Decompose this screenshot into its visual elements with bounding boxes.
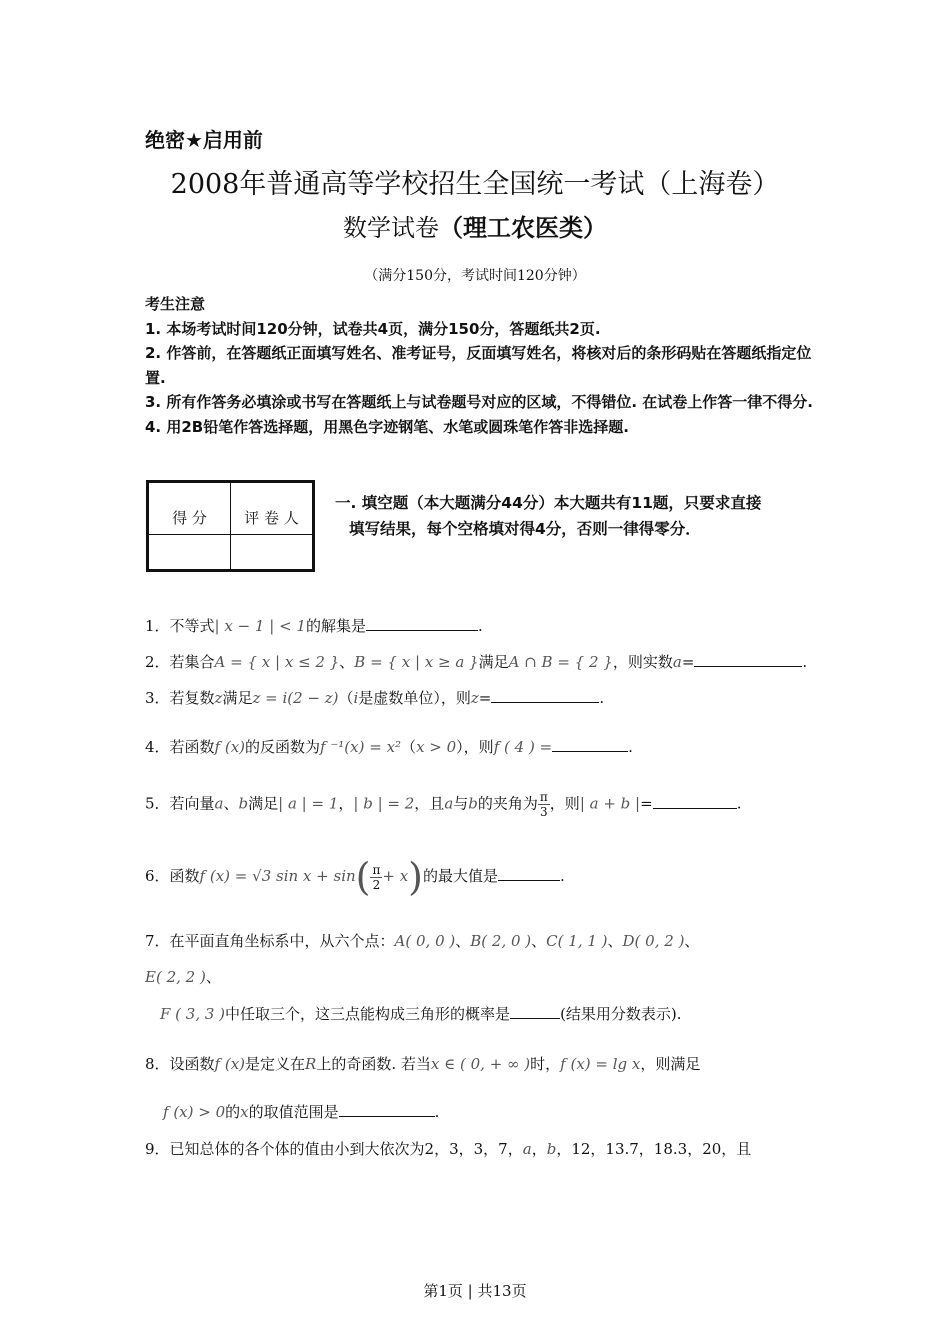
question-text: 3．若复数	[145, 689, 215, 707]
math-expr: | b | = 2	[353, 794, 415, 813]
question-4: 4．若函数f (x)的反函数为f ⁻¹(x) = x²（x > 0），则f ( 4 ) = .	[145, 738, 633, 756]
question-6: 6．函数f (x) = √3 sin x + sin( $\frac{\pi}{2}$ + x)的最大值是 .	[145, 855, 565, 899]
question-7-cont2	[160, 1003, 682, 1024]
math-expr: b	[468, 794, 478, 813]
exam-title: 2008年普通高等学校招生全国统一考试（上海卷）	[170, 169, 780, 200]
fraction-numerator: π	[539, 790, 548, 804]
math-expr: a	[522, 1140, 532, 1158]
question-text: 是虚数单位），则	[358, 689, 471, 707]
math-expr: i	[353, 689, 359, 707]
question-text: 5．若向量	[145, 794, 215, 813]
math-expr: f (x)	[214, 1055, 246, 1073]
question-text: 的取值范围是	[248, 1103, 339, 1121]
question-text: 上的奇函数. 若当	[316, 1055, 431, 1073]
section-line: 一. 填空题（本大题满分44分）本大题共有11题，只要求直接	[335, 494, 762, 512]
question-9	[145, 1138, 751, 1159]
answer-blank[interactable]	[339, 1102, 435, 1117]
math-expr: f (x)	[214, 738, 246, 756]
note-item: 1. 本场考试时间120分钟，试卷共4页，满分150分，答题纸共2页.	[145, 319, 601, 338]
math-expr: x ∈ ( 0, + ∞ )	[430, 1055, 531, 1073]
grader-header: 评 卷 人	[231, 482, 314, 535]
math-expr: z	[470, 689, 479, 707]
question-text: =	[478, 689, 492, 707]
right-paren: )	[408, 855, 423, 899]
note-item: 3. 所有作答务必填涂或书写在答题纸上与试卷题号对应的区域，不得错位. 在试卷上作答一律不得分.	[145, 393, 813, 411]
question-text: 1．不等式	[145, 617, 215, 635]
question-text: 6．函数	[145, 867, 200, 885]
question-text: 9．已知总体的各个体的值由小到大依次为2，3，3，7，	[145, 1140, 523, 1158]
candidate-notes	[145, 292, 825, 439]
left-paren: (	[355, 855, 371, 899]
math-expr: z	[214, 689, 223, 707]
fraction-denominator: 2	[372, 877, 381, 892]
question-3: 3．若复数z满足z = i(2 − z)（i是虚数单位），则z= .	[145, 689, 605, 707]
question-text: 的最大值是	[423, 867, 499, 885]
full-mark-note: （满分150分，考试时间120分钟）	[364, 268, 586, 284]
score-header: 得 分	[148, 482, 231, 535]
question-text: 满足	[222, 689, 253, 707]
exam-subtitle	[0, 208, 950, 243]
question-text: ，	[531, 1140, 547, 1158]
question-text: ，	[338, 794, 354, 813]
question-text: 满足	[248, 794, 279, 813]
point-e: E( 2, 2 )	[145, 968, 206, 986]
answer-blank[interactable]	[498, 866, 560, 881]
point-b: B( 2, 0 )	[470, 932, 532, 950]
fraction	[370, 863, 382, 892]
secret-label: 绝密★启用前	[145, 128, 263, 152]
question-text: 的反函数为	[245, 738, 321, 756]
question-text: =	[681, 653, 695, 671]
math-expr: f (x) = √3 sin x + sin	[199, 867, 356, 885]
question-text: ，12，13.7，18.3，20，且	[556, 1140, 752, 1158]
answer-blank[interactable]	[653, 794, 737, 809]
question-1: 1．不等式| x − 1 | < 1的解集是 .	[145, 617, 483, 635]
math-expr: z = i(2 − z)	[252, 689, 339, 707]
point-d: D( 0, 2 )	[622, 932, 685, 950]
math-expr: + x	[382, 867, 409, 885]
answer-blank[interactable]	[694, 652, 802, 667]
math-expr: x > 0	[416, 738, 457, 756]
fraction-denominator: 3	[540, 805, 548, 819]
question-text: ，则实数	[612, 653, 673, 671]
math-expr: x	[240, 1103, 249, 1121]
answer-blank[interactable]	[366, 616, 478, 631]
subtitle-main: 数学试卷	[343, 214, 439, 242]
question-text: (结果用分数表示).	[560, 1005, 682, 1023]
point-f: F ( 3, 3 )	[160, 1005, 226, 1023]
question-8-cont: f (x) > 0的x的取值范围是 .	[163, 1103, 440, 1121]
section-one-heading	[335, 490, 805, 542]
separator: 、	[531, 932, 547, 950]
question-text: 与	[453, 794, 469, 813]
page-footer: 第1页 | 共13页	[423, 1282, 527, 1300]
math-expr: a	[444, 794, 454, 813]
math-expr: a	[672, 653, 682, 671]
question-text: 7．在平面直角坐标系中，从六个点：	[145, 932, 395, 950]
question-text: 、	[223, 794, 239, 813]
point-c: C( 1, 1 )	[546, 932, 608, 950]
question-text: 中任取三个，这三点能构成三角形的概率是	[225, 1005, 511, 1023]
question-text: ），则	[456, 738, 494, 756]
separator: 、	[205, 968, 221, 986]
math-expr: a	[214, 794, 224, 813]
score-table	[146, 480, 315, 572]
separator: 、	[455, 932, 471, 950]
question-text: 2．若集合	[145, 653, 215, 671]
answer-blank[interactable]	[491, 688, 599, 703]
math-expr: | a | = 1	[278, 794, 339, 813]
question-text: ，且	[414, 794, 445, 813]
question-text: 是定义在	[245, 1055, 306, 1073]
question-text: （	[338, 689, 354, 707]
math-expr: A = { x | x ≤ 2 }	[214, 653, 340, 671]
math-expr: A ∩ B = { 2 }	[508, 653, 613, 671]
question-text: =	[640, 794, 653, 813]
question-text: 、	[339, 653, 355, 671]
question-text: 4．若函数	[145, 738, 215, 756]
math-expr: f ( 4 ) =	[493, 738, 553, 756]
math-expr: b	[546, 1140, 557, 1158]
answer-blank[interactable]	[552, 737, 628, 752]
question-7-cont	[145, 966, 221, 987]
question-text: 8．设函数	[145, 1055, 215, 1073]
note-item: 4. 用2B铅笔作答选择题，用黑色字迹钢笔、水笔或圆珠笔作答非选择题.	[145, 417, 629, 436]
question-8	[145, 1053, 700, 1074]
question-text: ，则	[549, 794, 580, 813]
math-expr: B = { x | x ≥ a }	[354, 653, 479, 671]
subtitle-category: （理工农医类）	[439, 214, 607, 242]
grader-cell[interactable]	[231, 535, 314, 571]
question-text: ，则满足	[640, 1055, 701, 1073]
math-expr: b	[238, 794, 249, 813]
math-expr: R	[305, 1055, 317, 1073]
answer-blank[interactable]	[510, 1004, 560, 1019]
question-2: 2．若集合A = { x | x ≤ 2 }、B = { x | x ≥ a }满足A ∩ B = { 2 }，则实数a= .	[145, 653, 808, 671]
note-item: 2. 作答前，在答题纸正面填写姓名、准考证号，反面填写姓名，将核对后的条形码贴在答题纸指定位置.	[145, 344, 812, 387]
question-text: 的解集是	[305, 617, 366, 635]
question-text: （	[401, 738, 417, 756]
question-text: 的	[225, 1103, 241, 1121]
math-expr: f ⁻¹(x) = x²	[320, 738, 402, 756]
separator: 、	[607, 932, 623, 950]
question-text: 时，	[530, 1055, 561, 1073]
score-cell[interactable]	[148, 535, 231, 571]
question-7	[145, 930, 699, 951]
math-expr: f (x) > 0	[163, 1103, 226, 1121]
section-line: 填写结果，每个空格填对得4分，否则一律得零分．	[349, 520, 701, 538]
math-expr: | a + b |	[579, 794, 641, 813]
fraction-numerator: π	[372, 862, 381, 877]
question-5: 5．若向量a、b满足| a | = 1，| b | = 2，且a与b的夹角为 $\frac{\pi}{3}$ ，则| a + b |= .	[145, 790, 742, 819]
fraction	[538, 790, 550, 819]
math-expr: | x − 1 | < 1	[214, 617, 306, 635]
question-text: 的夹角为	[477, 794, 538, 813]
question-text: 满足	[478, 653, 509, 671]
notes-heading: 考生注意	[145, 295, 206, 313]
point-a: A( 0, 0 )	[394, 932, 456, 950]
separator: 、	[684, 932, 700, 950]
math-expr: f (x) = lg x	[560, 1055, 641, 1073]
